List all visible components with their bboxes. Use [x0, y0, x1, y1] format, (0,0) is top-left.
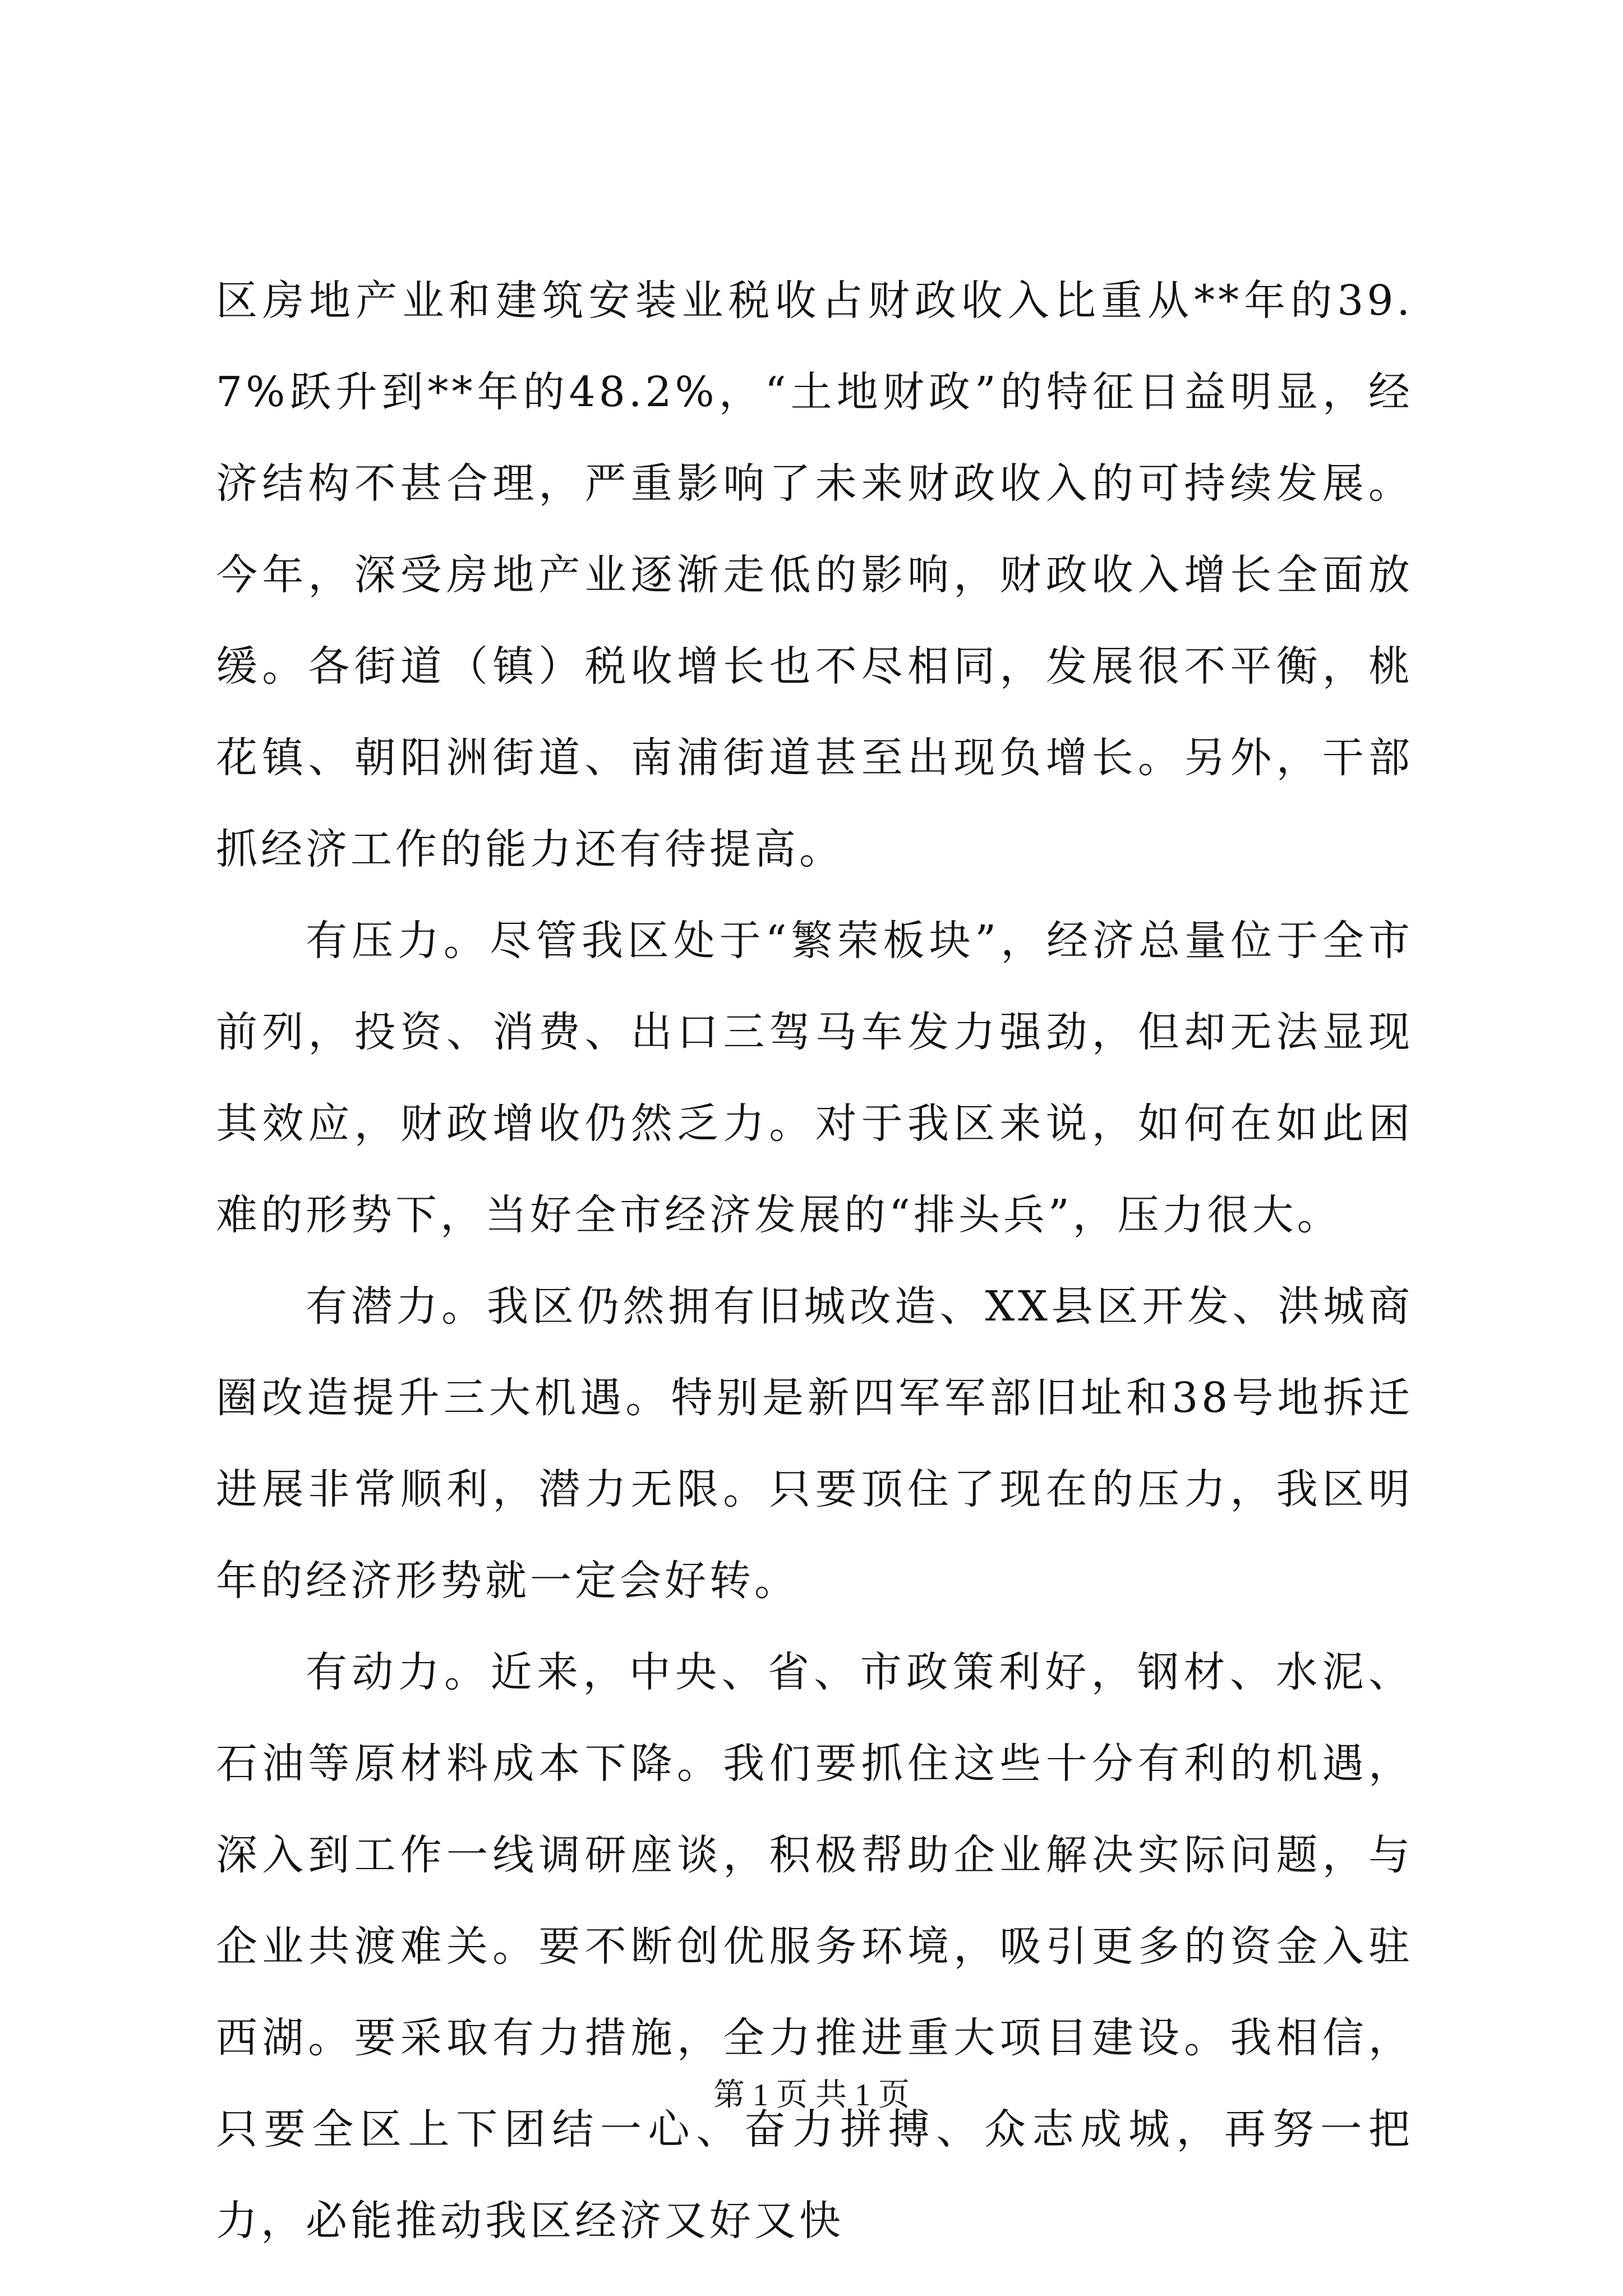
paragraph-4: 有动力。近来，中央、省、市政策利好，钢材、水泥、石油等原材料成本下降。我们要抓住这些十分有利的机遇，深入到工作一线调研座谈，积极帮助企业解决实际问题，与企业共渡难关。要不断创优服务环境，吸引更多的资金入驻西湖。要采取有力措施，全力推进重大项目建设。我相信，只要全区上下团结一心、奋力拼搏、众志成城，再努一把力，必能推动我区经济又好又快: [216, 1648, 1413, 2245]
paragraph-3: 有潜力。我区仍然拥有旧城改造、XX县区开发、洪城商圈改造提升三大机遇。特别是新四军军部旧址和38号地拆迁进展非常顺利，潜力无限。只要顶住了现在的压力，我区明年的经济形势就一定会好转。: [216, 1282, 1413, 1605]
paragraph-2: 有压力。尽管我区处于“繁荣板块”，经济总量位于全市前列，投资、消费、出口三驾马车发力强劲，但却无法显现其效应，财政增收仍然乏力。对于我区来说，如何在如此困难的形势下，当好全市经济发展的“排头兵”，压力很大。: [216, 917, 1413, 1239]
paragraph-1: 区房地产业和建筑安装业税收占财政收入比重从**年的39.7%跃升到**年的48.2%，“土地财政”的特征日益明显，经济结构不甚合理，严重影响了未来财政收入的可持续发展。今年，深受房地产业逐渐走低的影响，财政收入增长全面放缓。各街道（镇）税收增长也不尽相同，发展很不平衡，桃花镇、朝阳洲街道、南浦街道甚至出现负增长。另外，干部抓经济工作的能力还有待提高。: [216, 277, 1413, 873]
page-number-footer: 第 1 页 共 1 页: [713, 2078, 910, 2113]
document-body: [216, 255, 1413, 2267]
